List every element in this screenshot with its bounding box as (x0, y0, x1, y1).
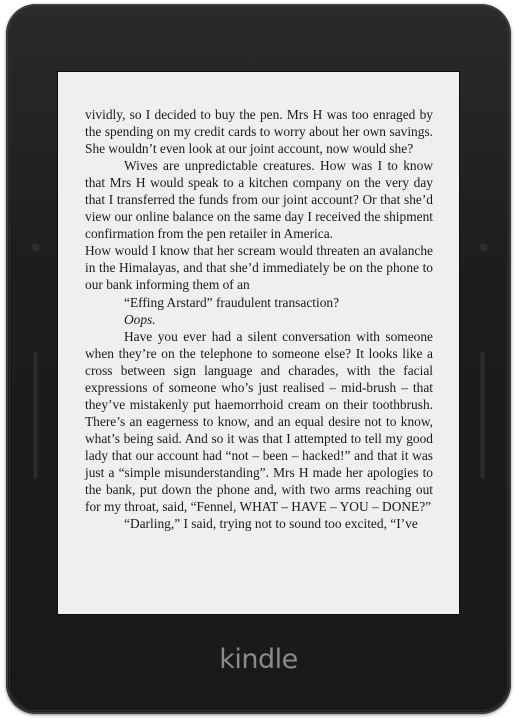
paragraph: vividly, so I decided to buy the pen. Mrs H was too enraged by the spending on my credit cards to worry about her own savings. She wouldn’t even look at our joint account, now would she? (85, 107, 433, 157)
book-text (85, 106, 433, 532)
paragraph: Wives are unpredictable creatures. How was I to know that Mrs H would speak to a kitchen company on the very day that I transferred the funds from our joint account? Or that she’d view our online balance on the same day I received the shipment confirmation from the pen retailer in America. (85, 158, 433, 242)
paragraph: How would I know that her scream would threaten an avalanche in the Himalayas, and that she’d immediately be on the phone to our bank informing them of an (85, 243, 433, 293)
reader-screen[interactable] (58, 72, 459, 614)
paragraph: “Darling,” I said, trying not to sound too excited, “I’ve (124, 516, 418, 532)
left-page-turn-button[interactable] (33, 351, 38, 479)
paragraph: Have you ever had a silent conversation with someone when they’re on the telephone to someone else? It looks like a cross between sign language and charades, with the facial expressions of someone who’s just realised – mid-brush – that they’ve mistakenly put haemorrhoid cream on their toothbrush. There’s an eagerness to know, and an equal desire not to know, what’s being said. And so it was that I attempted to tell my good lady that our account had “not – been – hacked!” and that it was just a “simple misunderstanding”. Mrs H made her apologies to the bank, put down the phone and, with two arms reaching out for my throat, said, “Fennel, WHAT – HAVE – YOU – DONE?” (85, 328, 433, 515)
right-sensor-dot (479, 243, 488, 252)
kindle-device (6, 4, 511, 714)
kindle-logo: kindle (219, 644, 298, 675)
right-page-turn-button[interactable] (480, 351, 485, 479)
paragraph: Oops. (124, 311, 156, 327)
paragraph: “Effing Arstard” fraudulent transaction? (124, 294, 340, 310)
left-sensor-dot (31, 243, 40, 252)
